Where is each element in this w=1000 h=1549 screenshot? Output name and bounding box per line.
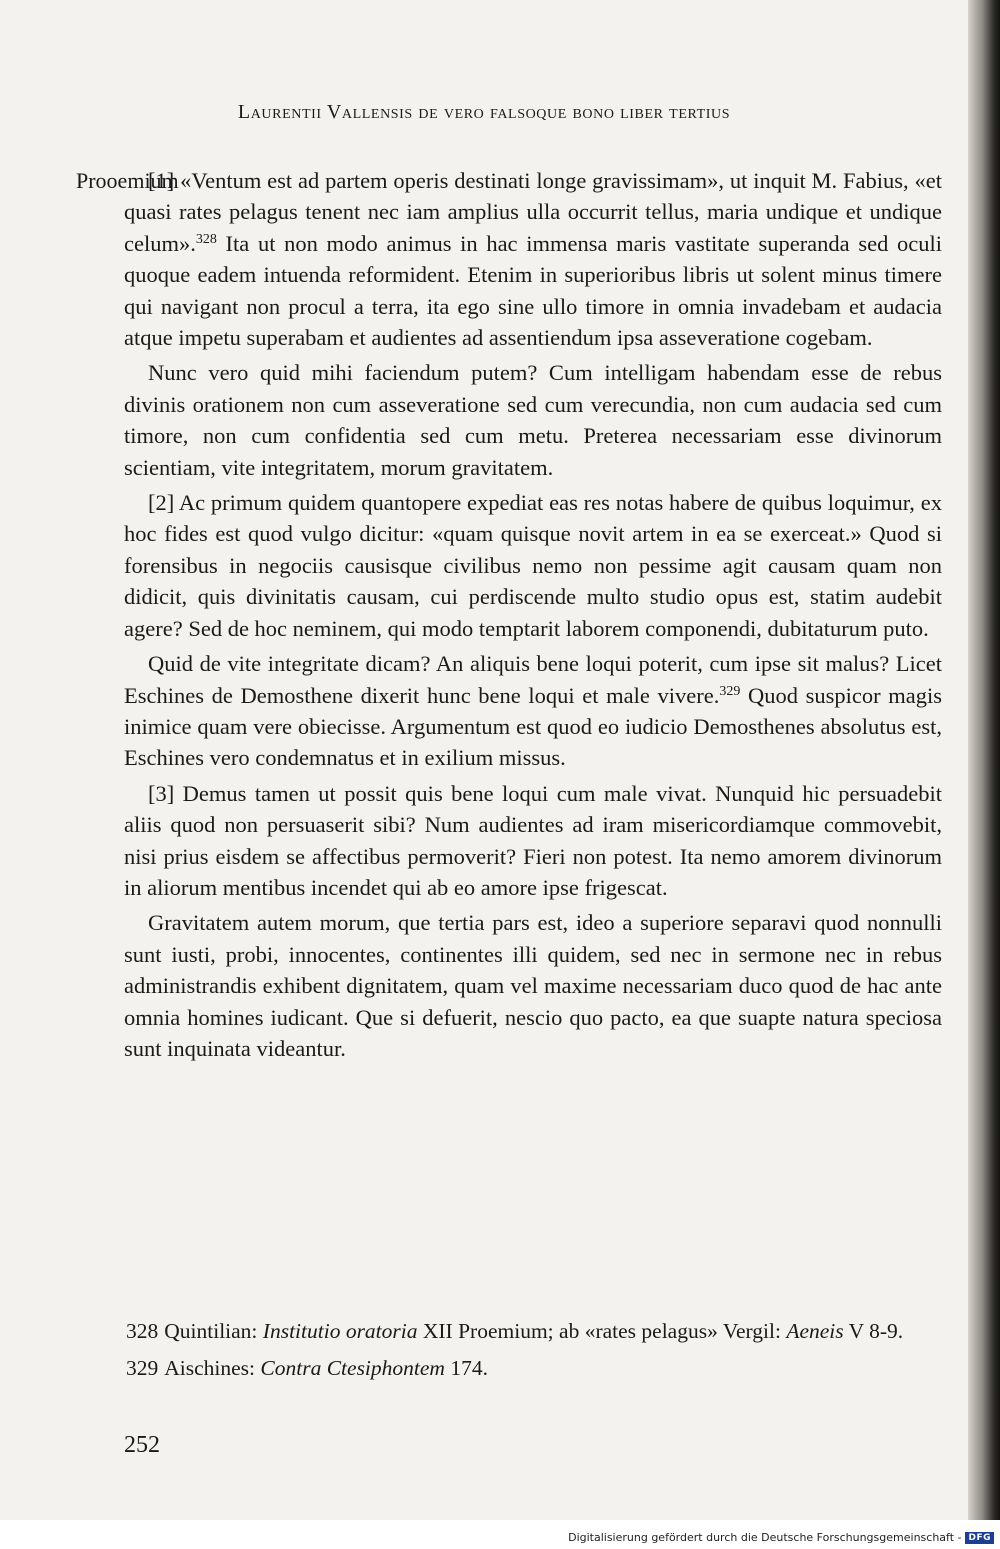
footnote-work-title: Contra Ctesiphontem [260, 1356, 445, 1380]
dfg-logo-icon: DFG [965, 1532, 994, 1544]
paragraph-1-text-a: [1] «Ventum est ad partem operis destinati longe gravissimam», ut inquit M. Fabius, «et quasi rates pelagus tenent nec iam amplius ulla occurrit tellus, maria undique et undique celum». [124, 168, 942, 256]
main-text [124, 165, 942, 1068]
paragraph-4 [124, 648, 942, 774]
credit-text: Digitalisierung gefördert durch die Deutsche Forschungsgemeinschaft - [568, 1531, 962, 1544]
margin-label: Prooemium [76, 168, 179, 193]
paragraph-4-text-b: Quod suspicor magis inimice quam vere obiecisse. Argumentum est quod eo iudicio Demosthenes absolutus est, Eschines vero condemnatus et in exilium missus. [124, 682, 942, 771]
footnote-detail: XII Proemium; ab «rates pelagus» Vergil: [417, 1319, 787, 1343]
footnote-number: 328 [126, 1319, 159, 1343]
paragraph-3: [2] Ac primum quidem quantopere expediat eas res notas habere de quibus loquimur, ex hoc fides est quod vulgo dicitur: «quam quisque novit artem in ea se exerceat.» Quod si forensibus in negociis causisque civilibus nemo non pessime agit causam quam non didicit, quis divinitatis causam, cui perdiscende multo studio opus est, statim audebit agere? Sed de hoc neminem, qui modo temptarit laborem componendi, dubitaturum puto. [124, 490, 942, 641]
footnote-work-title: Institutio oratoria [262, 1319, 418, 1343]
paragraph-6: Gravitatem autem morum, que tertia pars est, ideo a superiore separavi quod nonnulli sunt iusti, probi, innocentes, continentes illi quidem, sed nec in sermone nec in rebus administrandis exhibent dignitatem, quam vel maxime necessariam duco quod de hac ante omnia homines iudicant. Que si defuerit, nescio quo pacto, ea que suapte natura speciosa sunt inquinata videantur. [124, 910, 942, 1061]
footnote-ref-329: 329 [719, 683, 741, 699]
paragraph-5: [3] Demus tamen ut possit quis bene loqui cum male vivat. Nunquid hic persuadebit aliis quod non persuaserit sibi? Num audientes ad iram misericordiamque commovebit, nisi prius eisdem se affectibus permoverit? Fieri non potest. Ita nemo amorem divinorum in aliorum mentibus incendet qui ab eo amore ipse frigescat. [124, 780, 942, 900]
paragraph-1-text-b: Ita ut non modo animus in hac immensa maris vastitate superanda sed oculi quoque eadem intuenda reformident. Etenim in superioribus libris ut solent minus timere qui navigant non procul a terra, ita ego sine ullo timore in omnia invadebam et audacia atque impetu superabam et audientes ad assentiendum ipsa asseveratione cogebam. [124, 230, 942, 351]
book-spine-shadow [968, 0, 1000, 1520]
page-number: 252 [124, 1432, 160, 1458]
running-head: Laurentii Vallensis de vero falsoque bono liber tertius [237, 101, 731, 123]
paragraph-1 [124, 165, 942, 353]
footnote-detail: 174. [444, 1356, 488, 1380]
digitization-credit [568, 1531, 994, 1544]
footnote-328 [126, 1316, 942, 1347]
paragraph-2: Nunc vero quid mihi faciendum putem? Cum intelligam habendam esse de rebus divinis orationem non cum asseveratione sed cum verecundia, non cum audacia sed cum timore, non cum confidentia sed cum metu. Preterea necessariam esse divinorum scientiam, vite integritatem, morum gravitatem. [124, 360, 942, 480]
footnote-author: Aischines: [164, 1356, 261, 1380]
footnote-329 [126, 1353, 942, 1384]
footnote-detail-2: V 8-9. [843, 1319, 904, 1343]
footnote-work-title-2: Aeneis [786, 1319, 844, 1343]
paragraph-4-text-a: Quid de vite integritate dicam? An aliquis bene loqui poterit, cum ipse sit malus? Licet Eschines de Demosthene dixerit hunc bene loqui et male vivere. [124, 651, 942, 708]
footnote-ref-328: 328 [195, 231, 217, 247]
footnote-number: 329 [126, 1356, 159, 1380]
footnote-author: Quintilian: [164, 1319, 263, 1343]
footnotes [126, 1316, 942, 1390]
